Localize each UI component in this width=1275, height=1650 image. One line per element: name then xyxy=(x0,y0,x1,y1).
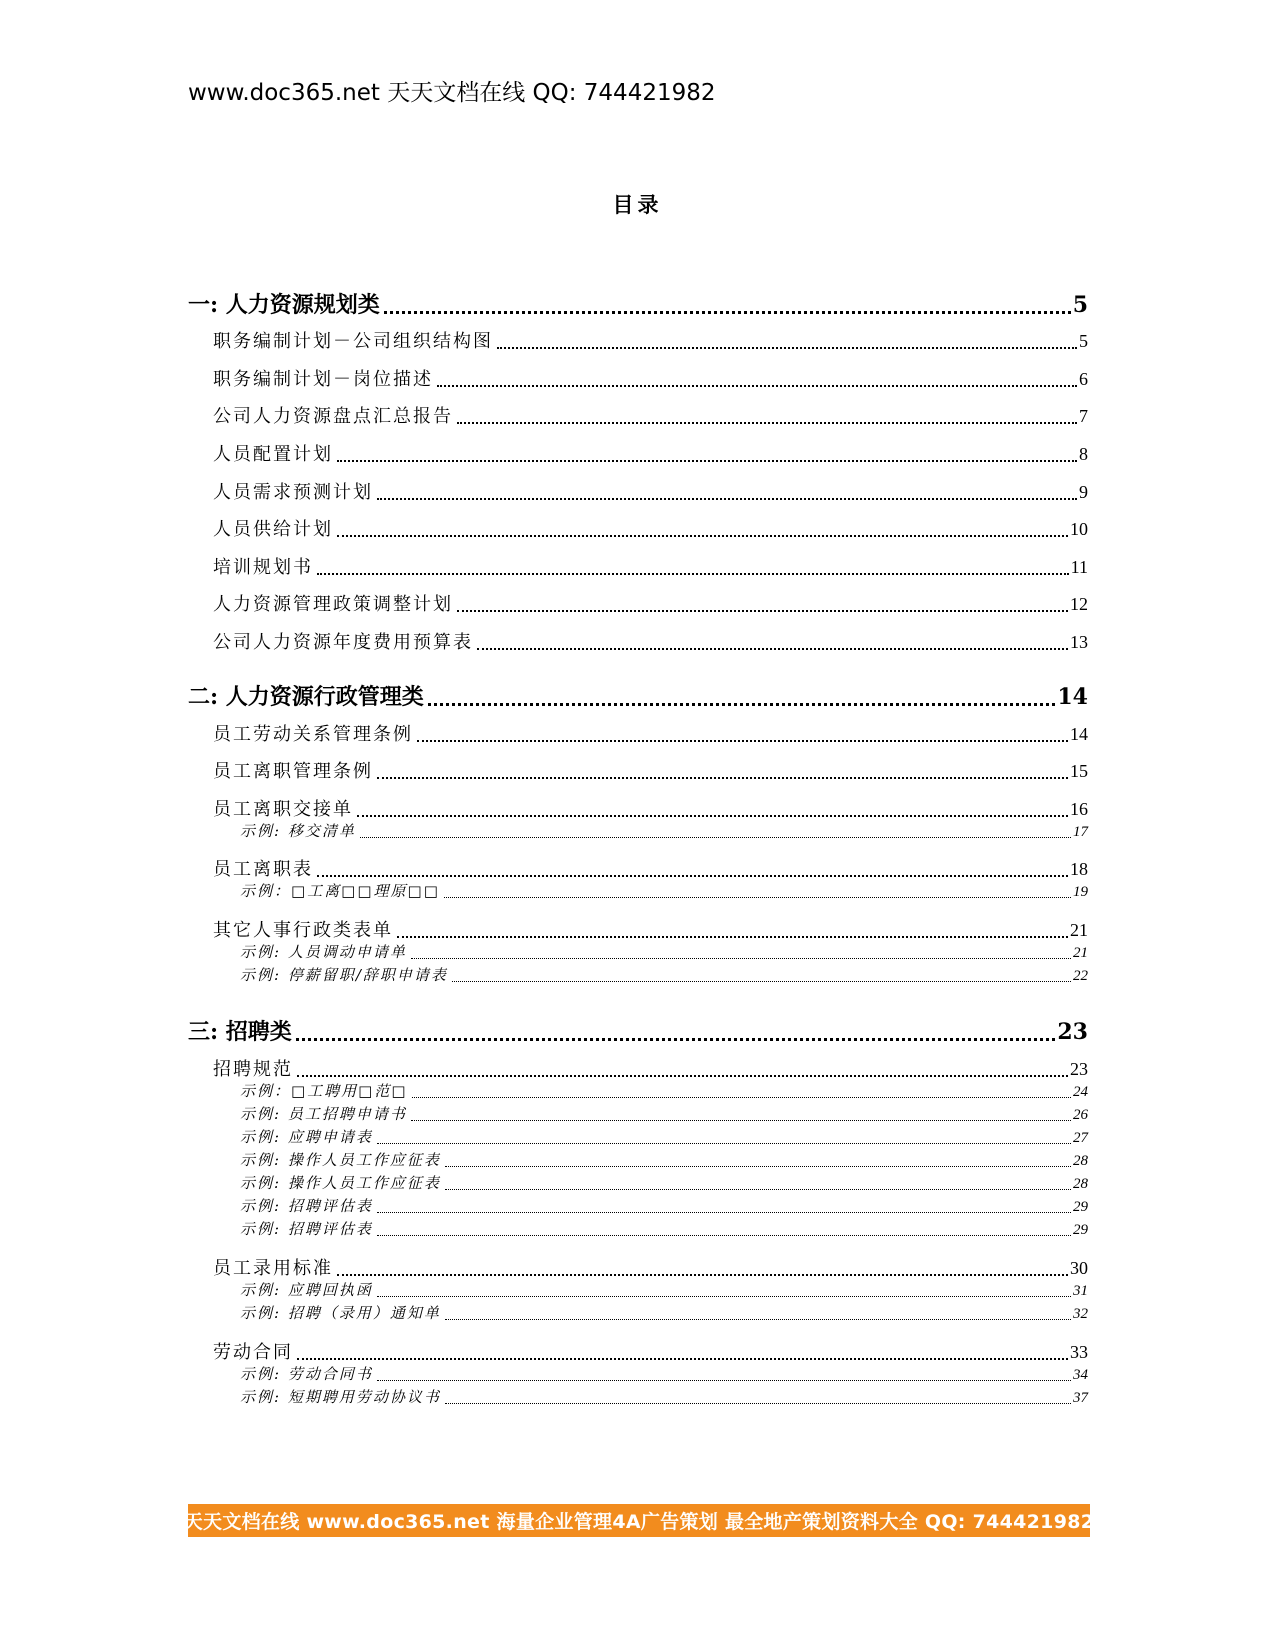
toc-subentry[interactable] xyxy=(188,1386,1088,1407)
toc-label: 职务编制计划－公司组织结构图 xyxy=(213,331,493,352)
toc-label: 示例: 操作人员工作应征表 xyxy=(240,1151,441,1169)
toc-label: 员工离职表 xyxy=(213,859,313,880)
dot-leader xyxy=(497,347,1077,349)
toc-label: 公司人力资源盘点汇总报告 xyxy=(213,406,453,427)
toc-page-number: 29 xyxy=(1073,1199,1088,1215)
toc-page-number: 15 xyxy=(1070,761,1088,781)
toc-label: 员工劳动关系管理条例 xyxy=(213,724,413,745)
toc-subentry[interactable] xyxy=(188,1302,1088,1323)
dot-leader xyxy=(377,777,1068,779)
dot-leader xyxy=(377,1143,1071,1144)
toc-label: 示例: 招聘（录用）通知单 xyxy=(240,1304,441,1322)
toc-page-number: 17 xyxy=(1073,824,1088,840)
dot-leader xyxy=(417,740,1068,742)
toc-subentry[interactable] xyxy=(188,820,1088,841)
dot-leader xyxy=(357,815,1068,817)
toc-entry[interactable] xyxy=(188,515,1088,541)
toc-page-number: 34 xyxy=(1073,1367,1088,1383)
dot-leader xyxy=(412,1097,1071,1098)
toc-page-number: 11 xyxy=(1070,557,1088,577)
toc-entry[interactable] xyxy=(188,478,1088,504)
toc-page-number: 24 xyxy=(1073,1084,1088,1100)
toc-entry[interactable] xyxy=(188,720,1088,746)
dot-leader xyxy=(457,610,1068,612)
toc-label: 人员配置计划 xyxy=(213,444,333,465)
toc-subentry[interactable] xyxy=(188,1149,1088,1170)
toc-entry[interactable] xyxy=(188,553,1088,579)
toc-page-number: 33 xyxy=(1070,1342,1088,1362)
dot-leader xyxy=(445,1319,1071,1320)
dot-leader xyxy=(445,1166,1071,1167)
footer-banner: 天天文档在线 www.doc365.net 海量企业管理4A广告策划 最全地产策划资料大全 QQ: 744421982 xyxy=(188,1504,1090,1537)
toc-page-number: 19 xyxy=(1073,884,1088,900)
toc-entry[interactable] xyxy=(188,916,1088,942)
dot-leader xyxy=(397,936,1068,938)
dot-leader xyxy=(377,1212,1071,1213)
dot-leader xyxy=(297,1075,1068,1077)
toc-entry[interactable] xyxy=(188,628,1088,654)
toc-page-number: 14 xyxy=(1070,724,1088,744)
toc-subentry[interactable] xyxy=(188,1126,1088,1147)
toc-label: 示例: 员工招聘申请书 xyxy=(240,1105,407,1123)
dot-leader xyxy=(297,1358,1068,1360)
dot-leader xyxy=(337,460,1077,462)
dot-leader xyxy=(377,1380,1071,1381)
toc-page-number: 18 xyxy=(1070,859,1088,879)
dot-leader xyxy=(477,648,1068,650)
toc-subentry[interactable] xyxy=(188,1080,1088,1101)
dot-leader xyxy=(445,1189,1071,1190)
dot-leader xyxy=(411,958,1071,959)
toc-label: 人员需求预测计划 xyxy=(213,482,373,503)
toc-label: 示例: 招聘评估表 xyxy=(240,1197,373,1215)
toc-label: 三: 招聘类 xyxy=(188,1019,292,1045)
toc-label: 示例: 劳动合同书 xyxy=(240,1365,373,1383)
toc-label: 示例: 停薪留职/辞职申请表 xyxy=(240,966,448,984)
toc-entry[interactable] xyxy=(188,757,1088,783)
toc-page-number: 28 xyxy=(1073,1153,1088,1169)
toc-label: 培训规划书 xyxy=(213,557,313,578)
toc-page-number: 23 xyxy=(1057,1019,1088,1045)
toc-subentry[interactable] xyxy=(188,964,1088,985)
dot-leader xyxy=(337,535,1068,537)
toc-entry[interactable] xyxy=(188,1055,1088,1081)
toc-section[interactable] xyxy=(188,1015,1088,1046)
dot-leader xyxy=(360,837,1071,838)
toc-subentry[interactable] xyxy=(188,1279,1088,1300)
toc-section[interactable] xyxy=(188,288,1088,319)
toc-label: 示例: 移交清单 xyxy=(240,822,356,840)
dot-leader xyxy=(411,1120,1071,1121)
toc-page-number: 26 xyxy=(1073,1107,1088,1123)
toc-page-number: 31 xyxy=(1073,1283,1088,1299)
toc-page-number: 32 xyxy=(1073,1306,1088,1322)
toc-page-number: 13 xyxy=(1070,632,1088,652)
toc-page-number: 14 xyxy=(1057,684,1088,710)
toc-label: 人员供给计划 xyxy=(213,519,333,540)
toc-label: 示例: 人员调动申请单 xyxy=(240,943,407,961)
toc-page-number: 8 xyxy=(1079,444,1088,464)
toc-subentry[interactable] xyxy=(188,880,1088,901)
toc-label: 人力资源管理政策调整计划 xyxy=(213,594,453,615)
page-header: www.doc365.net 天天文档在线 QQ: 744421982 xyxy=(188,80,716,106)
dot-leader xyxy=(337,1274,1068,1276)
toc-page-number: 28 xyxy=(1073,1176,1088,1192)
dot-leader xyxy=(377,498,1077,500)
toc-label: 招聘规范 xyxy=(213,1059,293,1080)
toc-subentry[interactable] xyxy=(188,1218,1088,1239)
toc-label: 示例：□工聘用□范□ xyxy=(240,1082,408,1100)
toc-label: 员工离职管理条例 xyxy=(213,761,373,782)
toc-section[interactable] xyxy=(188,680,1088,711)
toc-entry[interactable] xyxy=(188,855,1088,881)
dot-leader xyxy=(452,981,1071,982)
toc-page-number: 27 xyxy=(1073,1130,1088,1146)
toc-entry[interactable] xyxy=(188,440,1088,466)
dot-leader xyxy=(444,897,1071,898)
toc-page-number: 5 xyxy=(1079,331,1088,351)
dot-leader xyxy=(428,703,1056,706)
toc-label: 员工录用标准 xyxy=(213,1258,333,1279)
toc-entry[interactable] xyxy=(188,365,1088,391)
toc-subentry[interactable] xyxy=(188,1195,1088,1216)
toc-page-number: 7 xyxy=(1079,406,1088,426)
dot-leader xyxy=(377,1296,1071,1297)
toc-page-number: 21 xyxy=(1073,945,1088,961)
dot-leader xyxy=(317,875,1068,877)
toc-entry[interactable] xyxy=(188,795,1088,821)
toc-subentry[interactable] xyxy=(188,941,1088,962)
toc-label: 示例：□工离□□理原□□ xyxy=(240,882,440,900)
toc-page-number: 6 xyxy=(1079,369,1088,389)
toc-label: 示例: 短期聘用劳动协议书 xyxy=(240,1388,441,1406)
dot-leader xyxy=(296,1038,1056,1041)
toc-entry[interactable] xyxy=(188,327,1088,353)
toc-subentry[interactable] xyxy=(188,1103,1088,1124)
toc-label: 其它人事行政类表单 xyxy=(213,920,393,941)
toc-page-number: 37 xyxy=(1073,1390,1088,1406)
toc-label: 员工离职交接单 xyxy=(213,799,353,820)
toc-page-number: 23 xyxy=(1070,1059,1088,1079)
dot-leader xyxy=(384,311,1071,314)
toc-subentry[interactable] xyxy=(188,1172,1088,1193)
toc-entry[interactable] xyxy=(188,1338,1088,1364)
toc-label: 公司人力资源年度费用预算表 xyxy=(213,632,473,653)
document-title: 目录 xyxy=(612,192,663,217)
toc-page-number: 29 xyxy=(1073,1222,1088,1238)
toc-label: 示例: 应聘申请表 xyxy=(240,1128,373,1146)
toc-entry[interactable] xyxy=(188,1254,1088,1280)
toc-page-number: 10 xyxy=(1070,519,1088,539)
dot-leader xyxy=(377,1235,1071,1236)
toc-label: 示例: 应聘回执函 xyxy=(240,1281,373,1299)
toc-page-number: 12 xyxy=(1070,594,1088,614)
toc-entry[interactable] xyxy=(188,402,1088,428)
toc-label: 二: 人力资源行政管理类 xyxy=(188,684,424,710)
toc-label: 示例: 操作人员工作应征表 xyxy=(240,1174,441,1192)
dot-leader xyxy=(457,422,1077,424)
dot-leader xyxy=(317,573,1069,575)
toc-page-number: 9 xyxy=(1079,482,1088,502)
toc-label: 劳动合同 xyxy=(213,1342,293,1363)
dot-leader xyxy=(437,385,1077,387)
toc-label: 示例: 招聘评估表 xyxy=(240,1220,373,1238)
toc-label: 一: 人力资源规划类 xyxy=(188,292,380,318)
toc-subentry[interactable] xyxy=(188,1363,1088,1384)
toc-page-number: 30 xyxy=(1070,1258,1088,1278)
toc-label: 职务编制计划－岗位描述 xyxy=(213,369,433,390)
toc-page-number: 5 xyxy=(1072,292,1088,318)
dot-leader xyxy=(445,1403,1071,1404)
toc-page-number: 21 xyxy=(1070,920,1088,940)
toc-page-number: 22 xyxy=(1073,968,1088,984)
toc-entry[interactable] xyxy=(188,590,1088,616)
toc-page-number: 16 xyxy=(1070,799,1088,819)
